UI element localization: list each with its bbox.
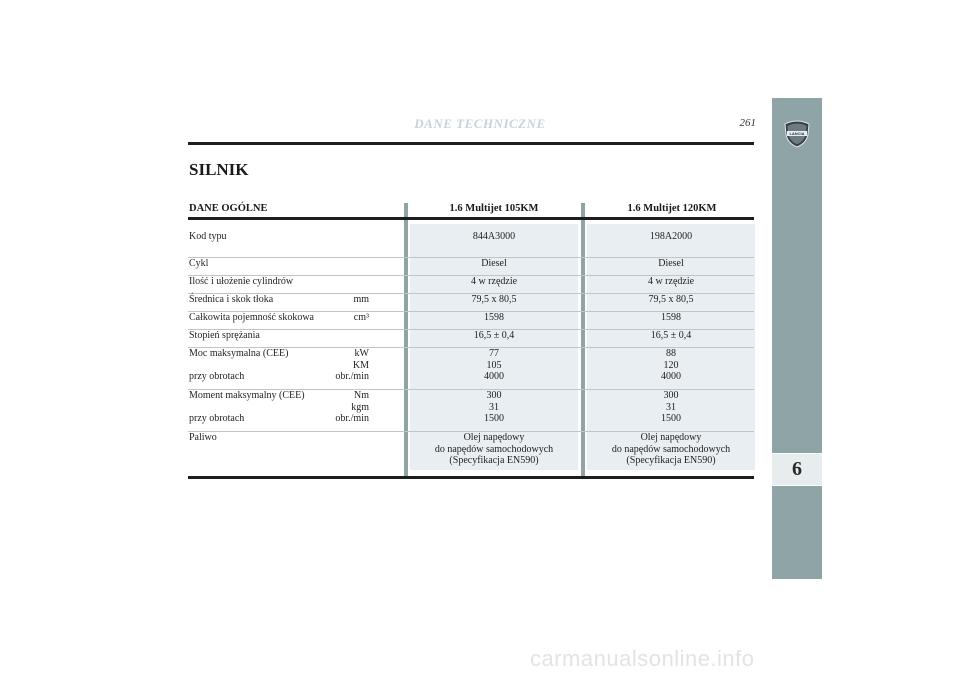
chapter-side-bar [772, 98, 822, 579]
row-label [189, 312, 369, 324]
row-label [189, 348, 369, 383]
row-value-col1 [410, 348, 578, 383]
value-line: 844A3000 [472, 231, 516, 242]
table-row [188, 432, 754, 470]
page-number: 261 [739, 117, 756, 129]
svg-text:LANCIA: LANCIA [789, 130, 805, 136]
row-label-text: Moment maksymalny (CEE) [189, 390, 305, 401]
value-line: 105 [486, 359, 502, 371]
row-label-text: Kod typu [189, 231, 227, 242]
value-line: 198A2000 [649, 231, 693, 242]
table-row [188, 294, 754, 312]
row-value-col2 [587, 258, 755, 270]
row-label-text: przy obrotach [189, 371, 245, 382]
value-line: (Specyfikacja EN590) [626, 455, 716, 466]
chapter-number[interactable]: 6 [772, 453, 822, 486]
row-label-unit: obr./min [335, 413, 369, 424]
value-line: 16,5 ± 0,4 [473, 330, 515, 341]
table-top-rule [188, 217, 754, 220]
value-line: 79,5 x 80,5 [648, 294, 694, 305]
row-value-col1 [410, 276, 578, 288]
value-line: 77 [489, 348, 499, 359]
table-row [188, 330, 754, 348]
value-line: 79,5 x 80,5 [471, 294, 517, 305]
value-line: do napędów samochodowych [611, 443, 731, 455]
value-line: 1598 [661, 312, 681, 323]
value-line: 4000 [484, 371, 504, 382]
row-value-col1 [410, 258, 578, 270]
row-label [189, 276, 369, 288]
watermark: carmanualsonline.info [530, 646, 755, 671]
row-value-col2 [587, 330, 755, 342]
value-line: 31 [489, 401, 499, 413]
header-rule [188, 142, 754, 145]
table-row [188, 276, 754, 294]
section-title: SILNIK [189, 160, 249, 179]
table-row [188, 258, 754, 276]
value-line: Diesel [481, 258, 507, 269]
row-label [189, 390, 369, 425]
table-row [188, 390, 754, 432]
row-label [189, 258, 369, 270]
value-line: 88 [666, 348, 676, 359]
value-line: 300 [663, 390, 679, 401]
row-value-col2 [587, 294, 755, 306]
row-value-col2 [587, 312, 755, 324]
row-label-unit: kW [354, 348, 369, 359]
row-label-text: przy obrotach [189, 413, 245, 424]
row-value-col1 [410, 330, 578, 342]
row-label-unit: cm³ [353, 312, 369, 323]
row-label-text: Ilość i ułożenie cylindrów [189, 276, 294, 287]
lancia-logo-icon [783, 120, 811, 148]
value-line: do napędów samochodowych [434, 443, 554, 455]
row-label [189, 432, 369, 444]
value-line: (Specyfikacja EN590) [449, 455, 539, 466]
value-line: 4 w rzędzie [470, 276, 518, 287]
row-label-text: Paliwo [189, 432, 217, 443]
table-row [188, 231, 754, 258]
value-line: 4000 [661, 371, 681, 382]
table-header-col2: 1.6 Multijet 120KM [627, 203, 717, 214]
row-value-col2 [587, 231, 755, 243]
row-label [189, 294, 369, 306]
row-label-text: Średnica i skok tłoka [189, 294, 274, 305]
value-line: 16,5 ± 0,4 [650, 330, 692, 341]
value-line: 1598 [484, 312, 504, 323]
row-label-unit: KM [352, 359, 369, 371]
row-label-text: Stopień sprężania [189, 330, 260, 341]
row-label-unit: mm [353, 294, 369, 305]
value-line: Olej napędowy [640, 432, 702, 443]
row-value-col1 [410, 312, 578, 324]
row-value-col2 [587, 390, 755, 425]
value-line: 120 [663, 359, 679, 371]
table-bottom-rule [188, 476, 754, 479]
value-line: 300 [486, 390, 502, 401]
row-value-col2 [587, 348, 755, 383]
value-line: Olej napędowy [463, 432, 525, 443]
table-header-col1: 1.6 Multijet 105KM [449, 203, 539, 214]
row-value-col1 [410, 294, 578, 306]
table-row [188, 348, 754, 390]
value-line: 31 [666, 401, 676, 413]
row-value-col1 [410, 432, 578, 467]
row-label [189, 231, 369, 243]
row-label-text: Cykl [189, 258, 209, 269]
row-label-unit: Nm [354, 390, 369, 401]
table-row [188, 312, 754, 330]
row-label [189, 330, 369, 342]
value-line: Diesel [658, 258, 684, 269]
row-value-col1 [410, 390, 578, 425]
value-line: 1500 [661, 413, 681, 424]
row-value-col2 [587, 276, 755, 288]
row-label-text: Moc maksymalna (CEE) [189, 348, 289, 359]
value-line: 1500 [484, 413, 504, 424]
row-value-col2 [587, 432, 755, 467]
row-value-col1 [410, 231, 578, 243]
row-label-unit: kgm [351, 401, 369, 413]
table-header-label: DANE OGÓLNE [189, 203, 268, 214]
row-label-unit: obr./min [335, 371, 369, 382]
row-label-text: Całkowita pojemność skokowa [189, 312, 314, 323]
header-title: DANE TECHNICZNE [414, 116, 546, 131]
value-line: 4 w rzędzie [647, 276, 695, 287]
